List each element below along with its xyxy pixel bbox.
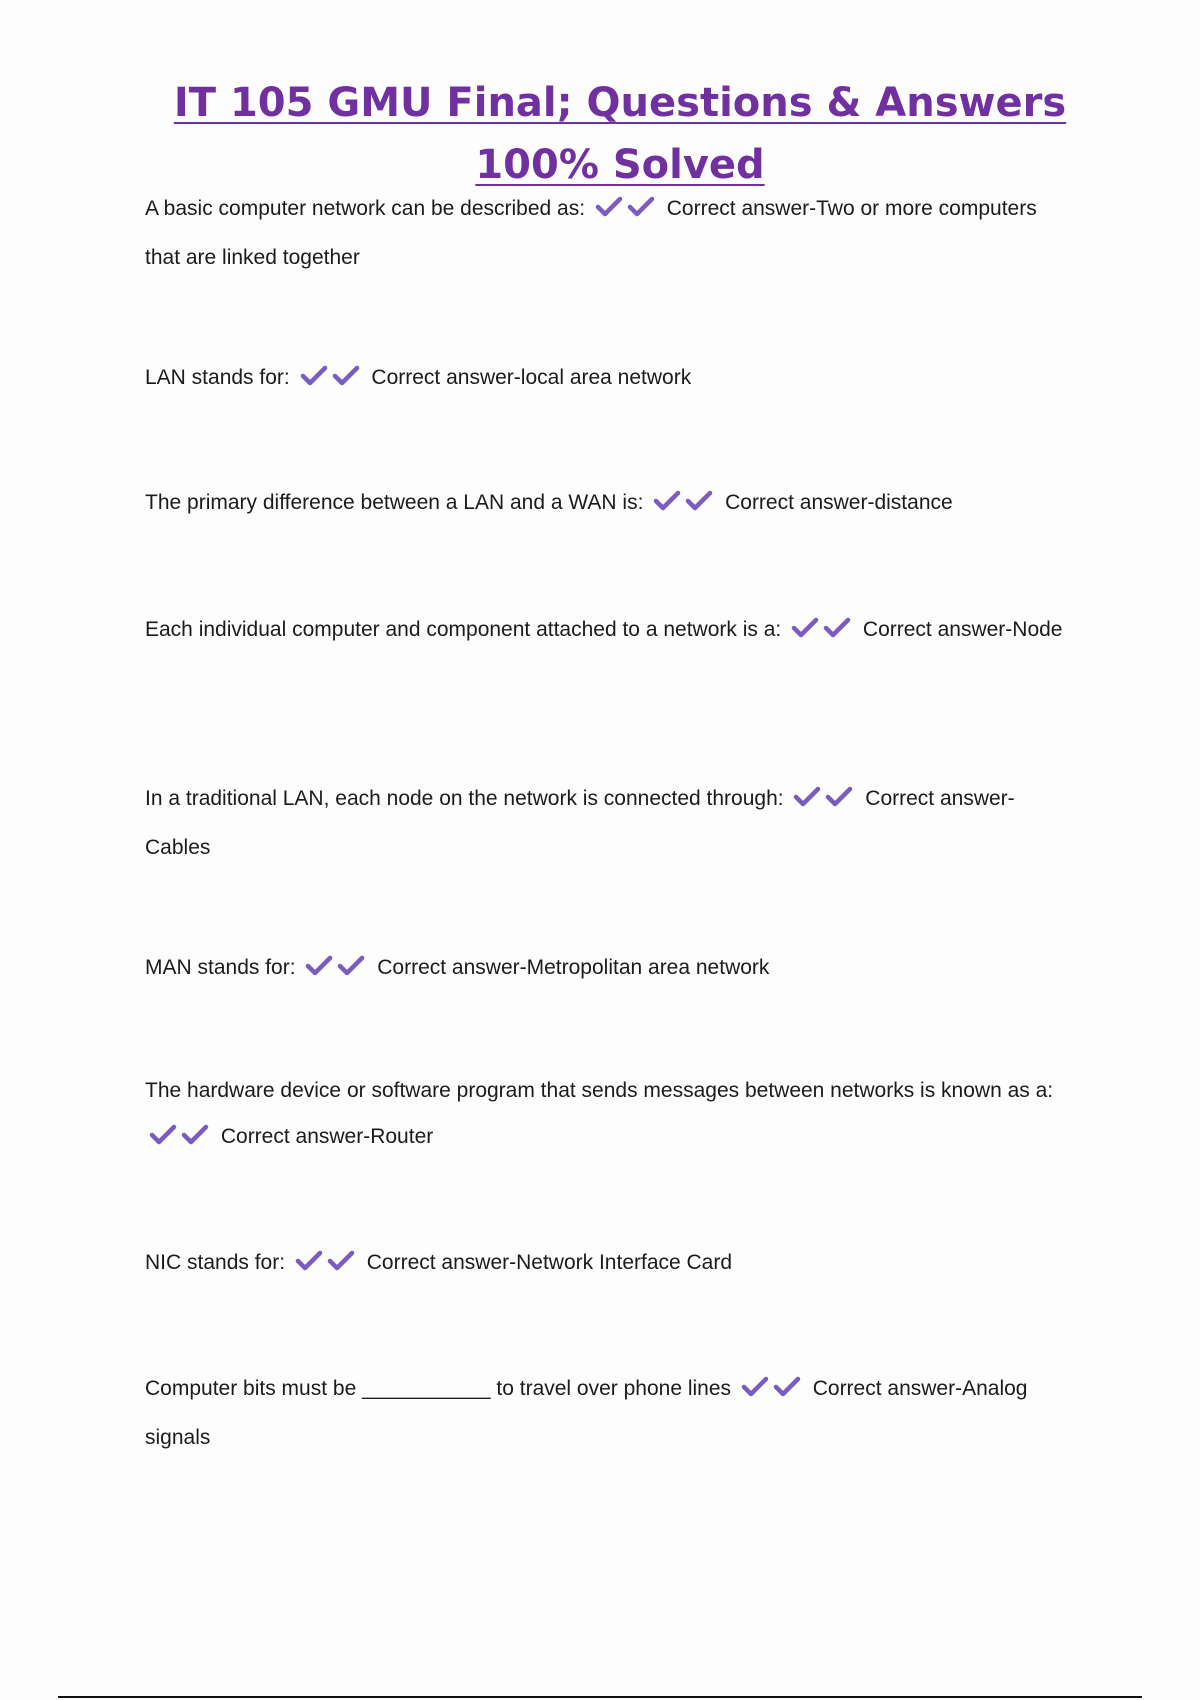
checkmark-icon	[595, 196, 623, 218]
qa-item	[145, 1068, 1075, 1163]
question-text: A basic computer network can be described as:	[145, 197, 586, 220]
footer-divider	[58, 1696, 1142, 1698]
double-checkmark-icon	[305, 948, 369, 994]
question-text: The hardware device or software program that sends messages between networks is known as a:	[145, 1079, 1054, 1102]
checkmark-icon	[791, 617, 819, 639]
checkmark-icon	[327, 1250, 355, 1272]
question-text: MAN stands for:	[145, 956, 296, 979]
checkmark-icon	[685, 490, 713, 512]
checkmark-icon	[825, 786, 853, 808]
checkmark-icon	[773, 1376, 801, 1398]
answer-text: Correct answer-Node	[862, 618, 1063, 641]
question-text: Computer bits must be ___________ to travel over phone lines	[145, 1377, 732, 1400]
checkmark-icon	[741, 1376, 769, 1398]
document-title	[140, 72, 1100, 196]
checkmark-icon	[300, 365, 328, 387]
checkmark-icon	[149, 1124, 177, 1146]
answer-text: Correct answer-local area network	[371, 366, 692, 389]
double-checkmark-icon	[793, 779, 857, 825]
answer-text: Correct answer-Metropolitan area network	[377, 956, 770, 979]
double-checkmark-icon	[300, 358, 364, 404]
checkmark-icon	[305, 955, 333, 977]
qa-item	[145, 355, 1075, 404]
question-text: NIC stands for:	[145, 1251, 286, 1274]
qa-item	[145, 1240, 1075, 1289]
double-checkmark-icon	[149, 1117, 213, 1163]
question-text: The primary difference between a LAN and a WAN is:	[145, 491, 644, 514]
answer-text: Correct answer-Cables	[145, 787, 1015, 859]
question-text: Each individual computer and component attached to a network is a:	[145, 618, 782, 641]
answer-text: Correct answer-Network Interface Card	[366, 1251, 733, 1274]
qa-item	[145, 607, 1075, 656]
checkmark-icon	[653, 490, 681, 512]
answer-text: Correct answer-Two or more computers that are linked together	[145, 197, 1037, 269]
checkmark-icon	[337, 955, 365, 977]
question-text: In a traditional LAN, each node on the network is connected through:	[145, 787, 784, 810]
qa-item	[145, 945, 1075, 994]
checkmark-icon	[793, 786, 821, 808]
qa-item	[145, 480, 1075, 529]
answer-text: Correct answer-Analog signals	[145, 1377, 1028, 1449]
question-text: LAN stands for:	[145, 366, 290, 389]
qa-item	[145, 776, 1075, 871]
checkmark-icon	[823, 617, 851, 639]
double-checkmark-icon	[295, 1243, 359, 1289]
checkmark-icon	[295, 1250, 323, 1272]
double-checkmark-icon	[741, 1369, 805, 1415]
qa-item	[145, 186, 1075, 281]
answer-text: Correct answer-Router	[220, 1125, 434, 1148]
checkmark-icon	[181, 1124, 209, 1146]
checkmark-icon	[332, 365, 360, 387]
double-checkmark-icon	[595, 189, 659, 235]
checkmark-icon	[627, 196, 655, 218]
answer-text: Correct answer-distance	[725, 491, 953, 514]
document-title-text: IT 105 GMU Final; Questions & Answers 100% Solved	[173, 80, 1067, 188]
double-checkmark-icon	[791, 610, 855, 656]
qa-item	[145, 1366, 1075, 1461]
double-checkmark-icon	[653, 483, 717, 529]
